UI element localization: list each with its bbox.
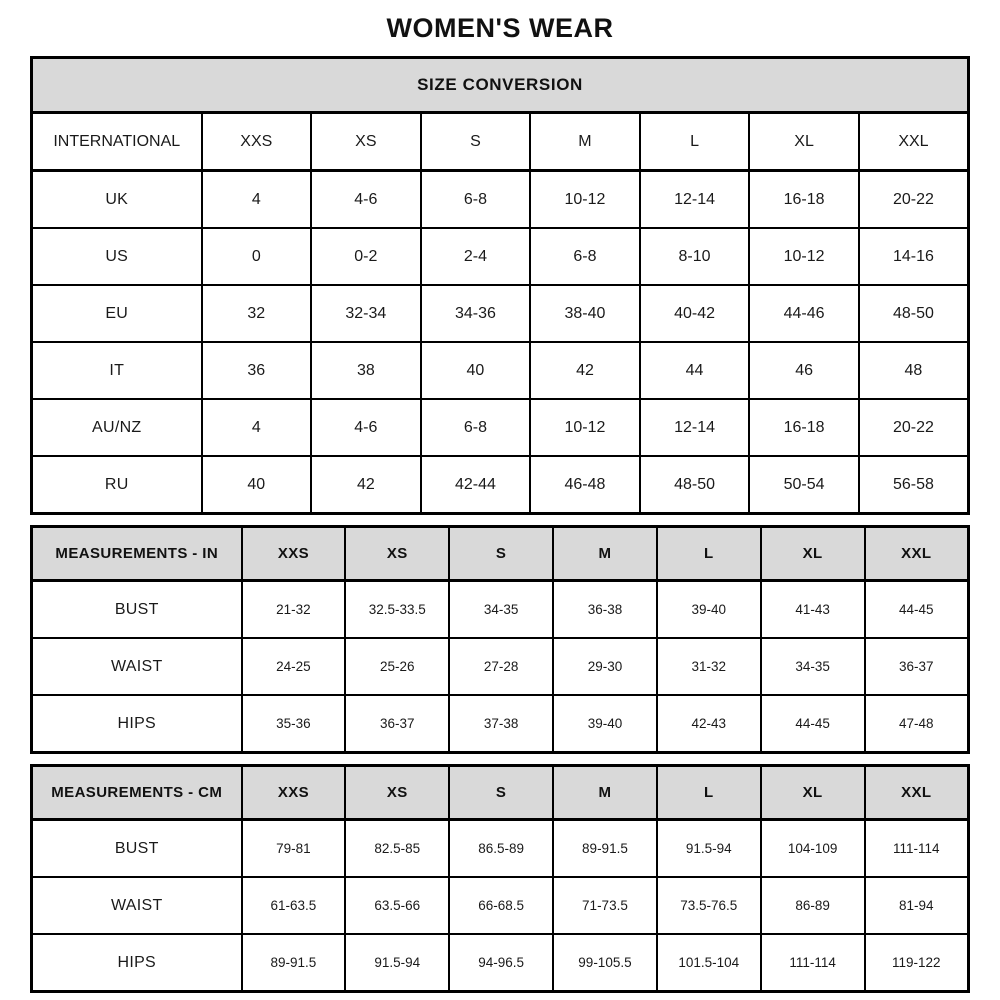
cell-value: 34-35 — [449, 581, 553, 639]
cell-value: 81-94 — [865, 877, 969, 934]
header-size-l: L — [657, 766, 761, 820]
header-row — [32, 527, 969, 581]
header-size-l: L — [640, 113, 750, 171]
cell-value: 91.5-94 — [345, 934, 449, 992]
cell-value: 42 — [311, 456, 421, 514]
cell-value: 0 — [202, 228, 312, 285]
row-label: IT — [32, 342, 202, 399]
header-size-s: S — [421, 113, 531, 171]
cell-value: 47-48 — [865, 695, 969, 753]
cell-value: 44 — [640, 342, 750, 399]
cell-value: 46 — [749, 342, 859, 399]
header-size-s: S — [449, 766, 553, 820]
header-size-s: S — [449, 527, 553, 581]
cell-value: 104-109 — [761, 820, 865, 878]
cell-value: 27-28 — [449, 638, 553, 695]
cell-value: 20-22 — [859, 399, 969, 456]
cell-value: 111-114 — [761, 934, 865, 992]
cell-value: 101.5-104 — [657, 934, 761, 992]
row-label: BUST — [32, 581, 242, 639]
cell-value: 63.5-66 — [345, 877, 449, 934]
cell-value: 34-35 — [761, 638, 865, 695]
header-size-xs: XS — [311, 113, 421, 171]
table-row — [32, 285, 969, 342]
row-label: EU — [32, 285, 202, 342]
cell-value: 4 — [202, 399, 312, 456]
cell-value: 38 — [311, 342, 421, 399]
cell-value: 40-42 — [640, 285, 750, 342]
header-size-xl: XL — [749, 113, 859, 171]
data-table — [30, 56, 970, 515]
cell-value: 14-16 — [859, 228, 969, 285]
cell-value: 50-54 — [749, 456, 859, 514]
data-table — [30, 764, 970, 993]
cell-value: 38-40 — [530, 285, 640, 342]
cell-value: 48-50 — [859, 285, 969, 342]
cell-value: 31-32 — [657, 638, 761, 695]
measurements-in-table — [30, 525, 970, 754]
cell-value: 44-45 — [761, 695, 865, 753]
cell-value: 36-38 — [553, 581, 657, 639]
row-label: UK — [32, 171, 202, 229]
row-label: AU/NZ — [32, 399, 202, 456]
header-size-xxs: XXS — [242, 766, 346, 820]
table-row — [32, 638, 969, 695]
header-row — [32, 766, 969, 820]
row-label: RU — [32, 456, 202, 514]
cell-value: 61-63.5 — [242, 877, 346, 934]
cell-value: 16-18 — [749, 171, 859, 229]
cell-value: 94-96.5 — [449, 934, 553, 992]
header-size-xl: XL — [761, 766, 865, 820]
header-label: MEASUREMENTS - IN — [32, 527, 242, 581]
header-size-xxl: XXL — [865, 527, 969, 581]
cell-value: 29-30 — [553, 638, 657, 695]
cell-value: 44-45 — [865, 581, 969, 639]
cell-value: 82.5-85 — [345, 820, 449, 878]
table-row — [32, 228, 969, 285]
table-row — [32, 581, 969, 639]
cell-value: 56-58 — [859, 456, 969, 514]
cell-value: 2-4 — [421, 228, 531, 285]
cell-value: 25-26 — [345, 638, 449, 695]
cell-value: 42-44 — [421, 456, 531, 514]
cell-value: 4-6 — [311, 171, 421, 229]
cell-value: 79-81 — [242, 820, 346, 878]
cell-value: 36 — [202, 342, 312, 399]
cell-value: 37-38 — [449, 695, 553, 753]
cell-value: 35-36 — [242, 695, 346, 753]
header-size-m: M — [530, 113, 640, 171]
cell-value: 36-37 — [345, 695, 449, 753]
row-label: US — [32, 228, 202, 285]
cell-value: 39-40 — [657, 581, 761, 639]
header-size-m: M — [553, 766, 657, 820]
cell-value: 12-14 — [640, 171, 750, 229]
cell-value: 10-12 — [749, 228, 859, 285]
cell-value: 44-46 — [749, 285, 859, 342]
data-table — [30, 525, 970, 754]
table-row — [32, 877, 969, 934]
cell-value: 46-48 — [530, 456, 640, 514]
header-size-xxl: XXL — [859, 113, 969, 171]
cell-value: 91.5-94 — [657, 820, 761, 878]
table-row — [32, 399, 969, 456]
cell-value: 32-34 — [311, 285, 421, 342]
header-size-xs: XS — [345, 527, 449, 581]
cell-value: 48-50 — [640, 456, 750, 514]
cell-value: 32.5-33.5 — [345, 581, 449, 639]
cell-value: 0-2 — [311, 228, 421, 285]
cell-value: 40 — [202, 456, 312, 514]
row-label: HIPS — [32, 695, 242, 753]
cell-value: 42-43 — [657, 695, 761, 753]
cell-value: 86.5-89 — [449, 820, 553, 878]
cell-value: 39-40 — [553, 695, 657, 753]
header-label: MEASUREMENTS - CM — [32, 766, 242, 820]
table-row — [32, 820, 969, 878]
header-size-m: M — [553, 527, 657, 581]
cell-value: 89-91.5 — [553, 820, 657, 878]
page-title: WOMEN'S WEAR — [386, 13, 614, 43]
cell-value: 42 — [530, 342, 640, 399]
cell-value: 6-8 — [530, 228, 640, 285]
header-size-xxl: XXL — [865, 766, 969, 820]
cell-value: 71-73.5 — [553, 877, 657, 934]
header-size-xxs: XXS — [242, 527, 346, 581]
size-conversion-table — [30, 56, 970, 515]
table-row — [32, 342, 969, 399]
cell-value: 86-89 — [761, 877, 865, 934]
cell-value: 12-14 — [640, 399, 750, 456]
measurements-cm-table — [30, 764, 970, 993]
cell-value: 89-91.5 — [242, 934, 346, 992]
cell-value: 10-12 — [530, 399, 640, 456]
table-banner: SIZE CONVERSION — [32, 58, 969, 113]
cell-value: 99-105.5 — [553, 934, 657, 992]
cell-value: 20-22 — [859, 171, 969, 229]
cell-value: 73.5-76.5 — [657, 877, 761, 934]
cell-value: 16-18 — [749, 399, 859, 456]
cell-value: 21-32 — [242, 581, 346, 639]
header-size-l: L — [657, 527, 761, 581]
header-row — [32, 113, 969, 171]
table-row — [32, 934, 969, 992]
table-row — [32, 171, 969, 229]
cell-value: 40 — [421, 342, 531, 399]
cell-value: 4 — [202, 171, 312, 229]
cell-value: 24-25 — [242, 638, 346, 695]
table-row — [32, 695, 969, 753]
cell-value: 32 — [202, 285, 312, 342]
cell-value: 66-68.5 — [449, 877, 553, 934]
header-size-xl: XL — [761, 527, 865, 581]
cell-value: 4-6 — [311, 399, 421, 456]
cell-value: 36-37 — [865, 638, 969, 695]
row-label: WAIST — [32, 877, 242, 934]
header-size-xs: XS — [345, 766, 449, 820]
cell-value: 48 — [859, 342, 969, 399]
cell-value: 34-36 — [421, 285, 531, 342]
header-label: INTERNATIONAL — [32, 113, 202, 171]
cell-value: 6-8 — [421, 171, 531, 229]
row-label: HIPS — [32, 934, 242, 992]
table-banner-row — [32, 58, 969, 113]
cell-value: 119-122 — [865, 934, 969, 992]
table-row — [32, 456, 969, 514]
row-label: BUST — [32, 820, 242, 878]
cell-value: 8-10 — [640, 228, 750, 285]
header-size-xxs: XXS — [202, 113, 312, 171]
cell-value: 6-8 — [421, 399, 531, 456]
row-label: WAIST — [32, 638, 242, 695]
cell-value: 10-12 — [530, 171, 640, 229]
cell-value: 41-43 — [761, 581, 865, 639]
cell-value: 111-114 — [865, 820, 969, 878]
